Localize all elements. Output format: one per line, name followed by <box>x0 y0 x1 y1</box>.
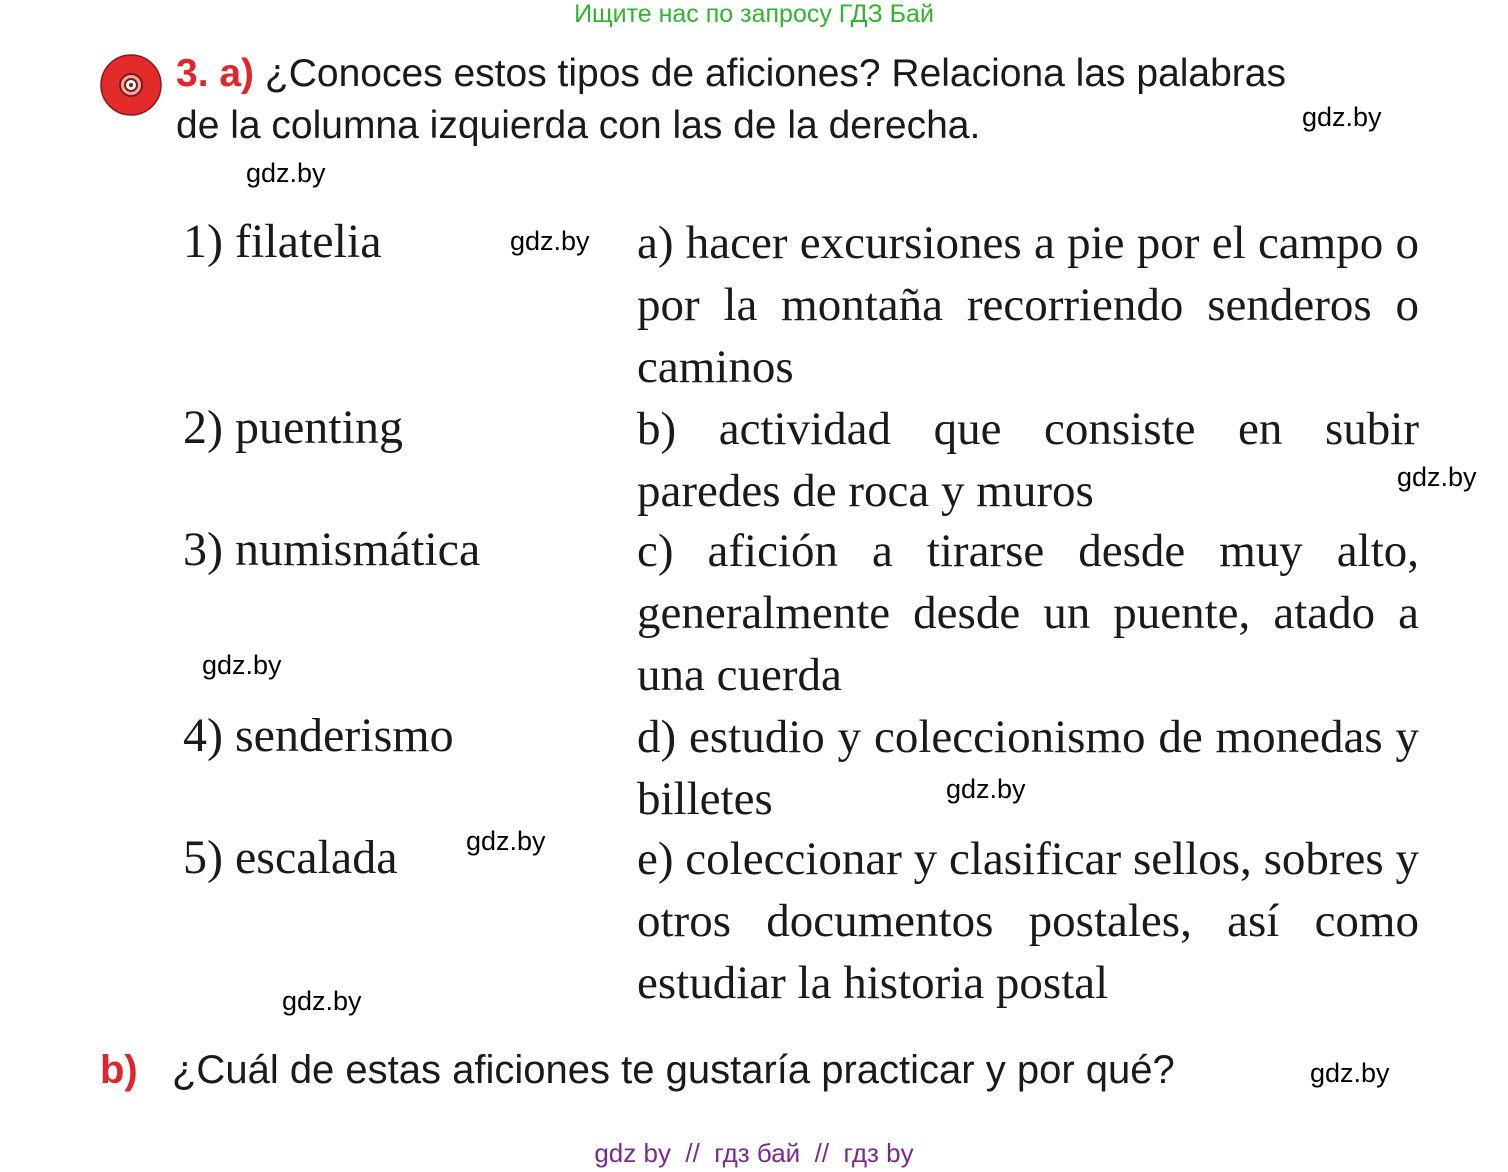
watermark: gdz.by <box>1310 1058 1390 1088</box>
watermark: gdz.by <box>282 986 362 1016</box>
top-banner[interactable]: Ищите нас по запросу ГДЗ Бай <box>574 0 934 28</box>
left-item-5: 5) escalada <box>183 831 398 884</box>
left-item-1: 1) filatelia <box>183 215 382 268</box>
task-number: 3. a) <box>176 52 255 95</box>
task-instruction-line2: de la columna izquierda con las de la derecha. <box>176 104 981 147</box>
right-item-c: c) afición a tirarse desde muy alto, generalmente desde un puente, atado a una cuerda <box>637 525 1419 701</box>
watermark: gdz.by <box>466 826 546 856</box>
watermark: gdz.by <box>202 650 282 680</box>
task-instruction-line1: ¿Conoces estos tipos de aficiones? Relaciona las palabras <box>264 52 1286 95</box>
watermark: gdz.by <box>246 158 326 188</box>
right-item-a: a) hacer excursiones a pie por el campo o por la montaña recorriendo senderos o caminos <box>637 217 1419 393</box>
part-b-label: b) <box>100 1048 138 1092</box>
right-item-b: b) actividad que consiste en subir paredes de roca y muros <box>637 403 1419 517</box>
watermark: gdz.by <box>510 226 590 256</box>
left-item-4: 4) senderismo <box>183 709 454 762</box>
task-heading <box>176 52 1286 96</box>
left-item-3: 3) numismática <box>183 523 481 576</box>
part-b-question: ¿Cuál de estas aficiones te gustaría practicar y por qué? <box>172 1048 1175 1092</box>
audio-disc-icon[interactable] <box>100 54 162 116</box>
footer-links[interactable]: gdz by // гдз бай // гдз by <box>594 1138 914 1168</box>
right-item-d: d) estudio y coleccionismo de monedas y billetes <box>637 711 1419 825</box>
watermark: gdz.by <box>946 774 1026 804</box>
right-item-e: e) coleccionar y clasificar sellos, sobres y otros documentos postales, así como estudiar la historia postal <box>637 833 1419 1009</box>
watermark: gdz.by <box>1302 102 1382 132</box>
left-item-2: 2) puenting <box>183 401 403 454</box>
watermark: gdz.by <box>1397 462 1477 492</box>
